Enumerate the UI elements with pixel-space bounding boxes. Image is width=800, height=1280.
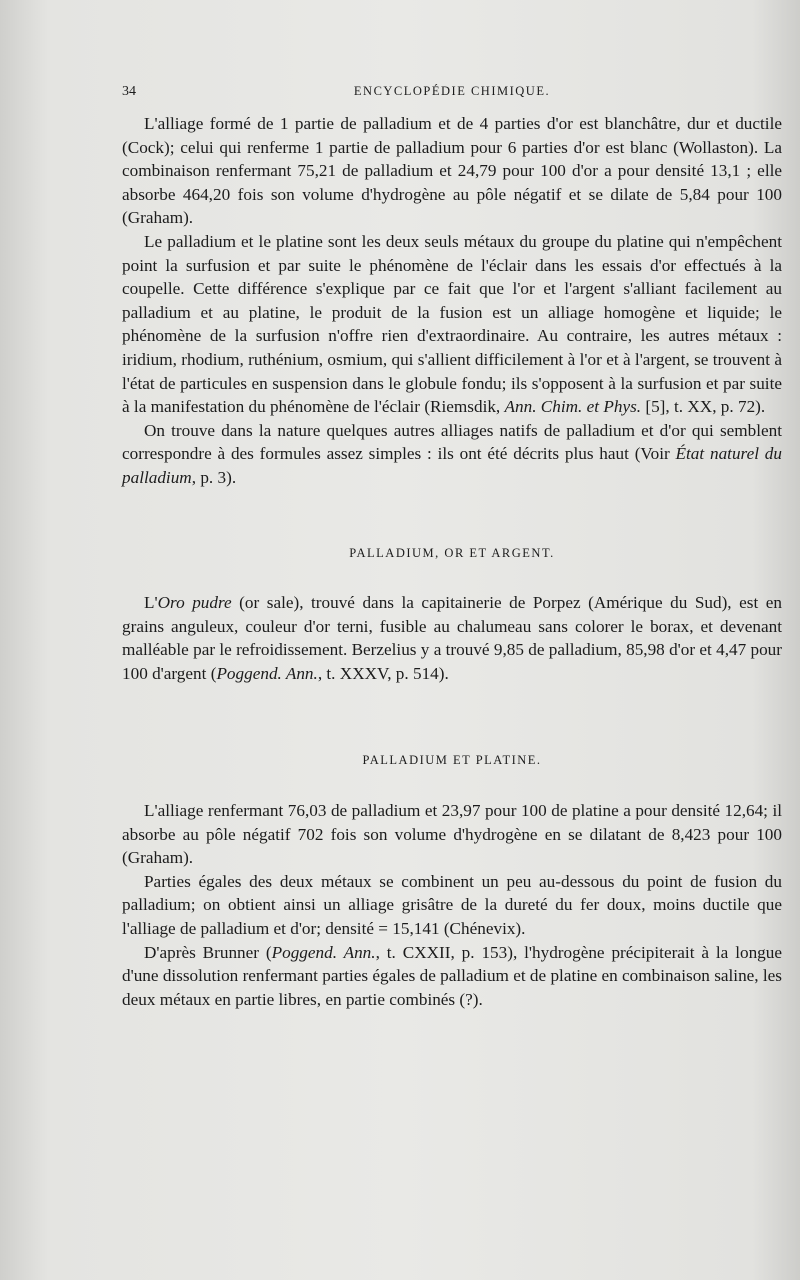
page-body [122,112,782,1011]
paragraph-oro-pudre [122,591,782,685]
paragraph-surfusion-text: Le palladium et le platine sont les deux seuls métaux du groupe du platine qui n'empêchent point la surfusion et par suite le phénomène de l'éclair dans les essais d'or effectués à la coupelle. Cette différence s'explique par ce fait que l'or et l'argent s'alliant facilement au palladium et au platine, le produit de la fusion est un alliage homogène et liquide; le phénomène de la surfusion n'offre rien d'extraordinaire. Au contraire, les autres métaux : iridium, rhodium, ruthénium, osmium, qui s'allient difficilement à l'or et à l'argent, se trouvent à l'état de particules en suspension dans le globule fondu; ils s'opposent à la surfusion et par suite à la manifestation du phénomène de l'éclair (Riemsdik, [122,231,782,417]
citation-journal: Poggend. Ann. [271,942,376,962]
page-header [122,84,782,104]
citation-journal: Ann. Chim. et Phys. [504,397,642,417]
paragraph-brunner [122,941,782,1012]
section-title-palladium-platine: PALLADIUM ET PLATINE. [362,753,542,768]
paragraph-equal-parts: Parties égales des deux métaux se combinent un peu au-dessous du point de fusion du palladium; on obtient ainsi un alliage grisâtre de la dureté du fer doux, moins ductile que l'alliage de palladium et d'or; densité = 15,141 (Chénevix). [122,871,782,939]
citation-ref: [5], t. XX, p. 72). [641,397,766,417]
brunner-text: D'après Brunner ( [144,942,272,962]
paragraph-surfusion [122,230,782,419]
page-number: 34 [122,84,136,99]
citation-journal: Poggend. Ann. [216,663,318,683]
paragraph-native-alloys [122,419,782,490]
oro-pudre-term: Oro pudre [157,593,232,613]
cross-reference: État naturel du palladium [122,444,782,487]
oro-pudre-text: (or sale), trouvé dans la capitainerie de Porpez (Amérique du Sud), est en grains anguleux, couleur d'or terni, fusible au chalumeau sans colorer le borax, et devenant malléable par le refroidissement. Berzelius y a trouvé 9,85 de palladium, 85,98 d'or et 4,47 pour 100 d'argent ( [122,593,782,683]
paragraph-gold-alloy: L'alliage formé de 1 partie de palladium et de 4 parties d'or est blanchâtre, dur et ductile (Cock); celui qui renferme 1 partie de palladium pour 6 parties d'or est blanc (Wollaston). La combinaison renfermant 75,21 de palladium et 24,79 pour 100 d'or a pour densité 13,1 ; elle absorbe 464,20 fois son volume d'hydrogène au pôle négatif et se dilate de 5,84 pour 100 (Graham). [122,114,782,228]
section-title-palladium-or-argent: PALLADIUM, OR ET ARGENT. [349,545,555,560]
oro-lead: L' [144,593,158,613]
citation-ref: , t. XXXV, p. 514). [317,663,449,683]
brunner-rest: , t. CXXII, p. 153), l'hydrogène précipiterait à la longue d'une dissolution renfermant parties égales de palladium et de platine en combinaison saline, les deux métaux en partie libres, en partie combinés (?). [122,942,782,1009]
cross-reference-page: , p. 3). [191,467,237,487]
native-alloys-text: On trouve dans la nature quelques autres alliages natifs de palladium et d'or qui semblent correspondre à des formules assez simples : ils ont été décrits plus haut (Voir [122,420,782,464]
paragraph-pt-alloy: L'alliage renfermant 76,03 de palladium et 23,97 pour 100 de platine a pour densité 12,64; il absorbe au pôle négatif 702 fois son volume d'hydrogène en se dilatant de 8,423 pour 100 (Graham). [122,801,782,868]
running-title: ENCYCLOPÉDIE CHIMIQUE. [353,84,551,98]
